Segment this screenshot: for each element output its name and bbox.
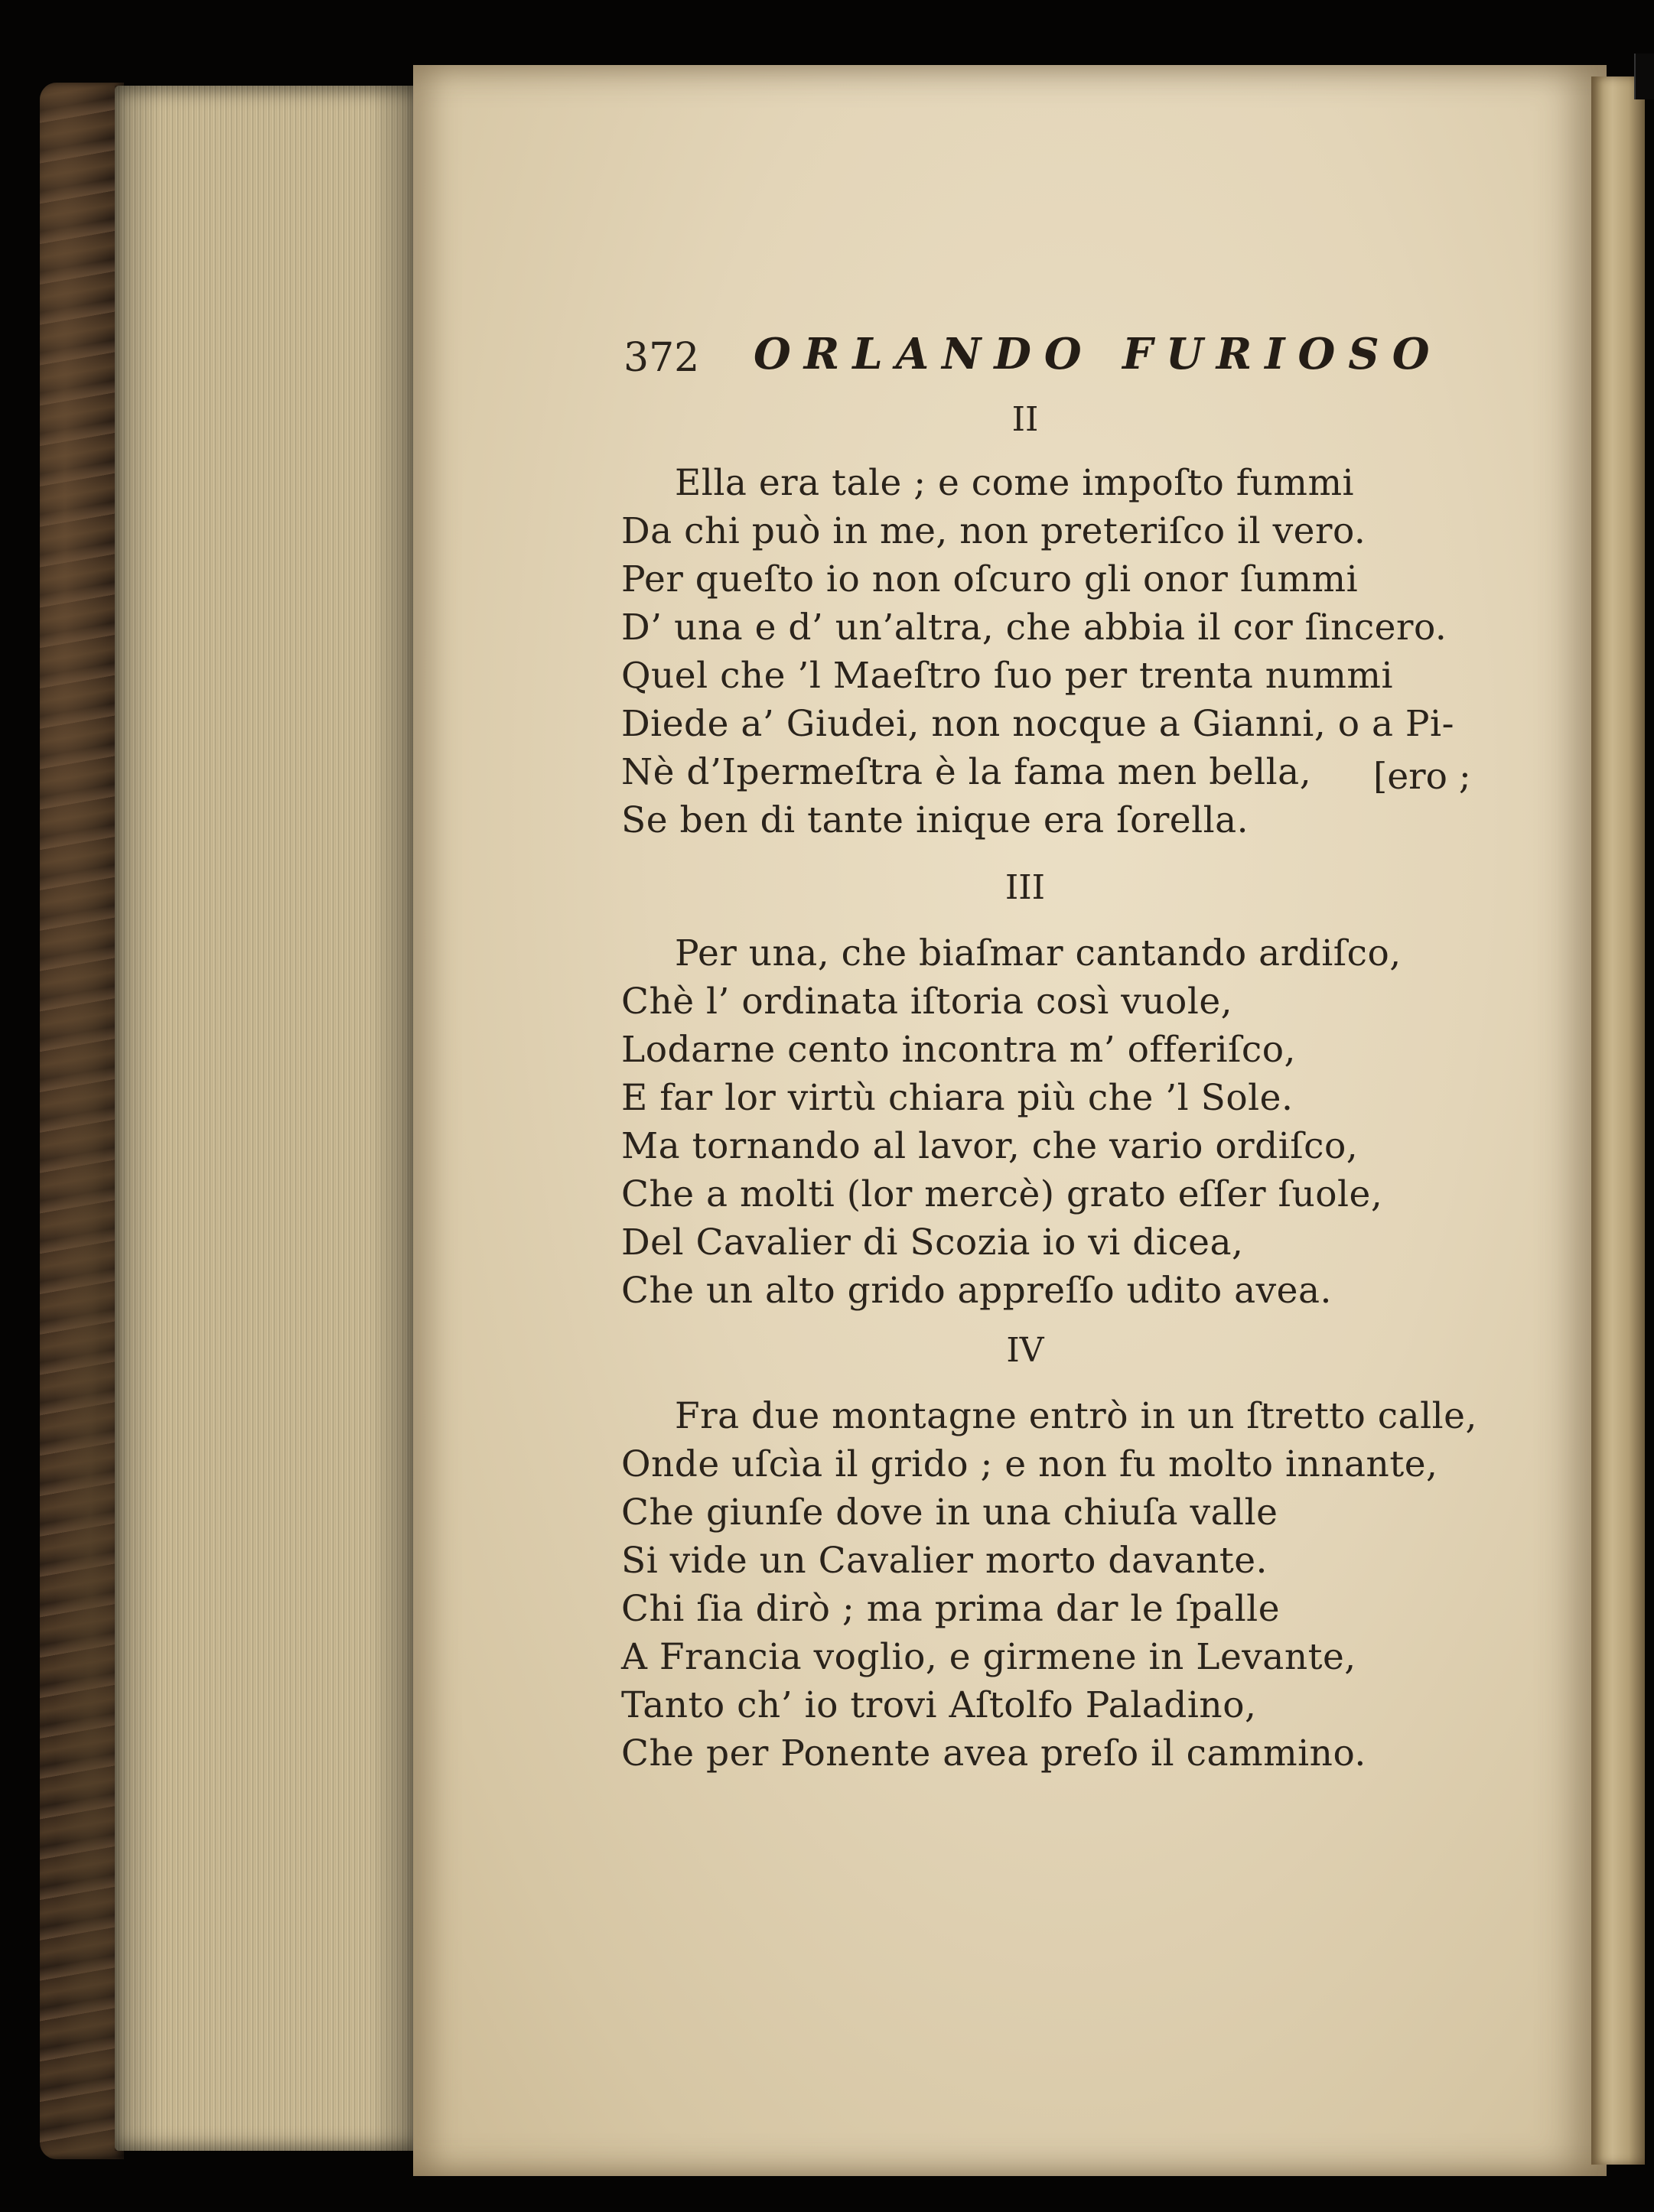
running-head (624, 329, 1450, 398)
verse-line: Onde uſcìa il grido ; e non fu molto innante, (621, 1443, 1438, 1485)
verse-line: Del Cavalier di Scozia io vi dicea, (621, 1221, 1244, 1264)
verse-line: Per queſto io non oſcuro gli onor ſummi (621, 558, 1359, 600)
stanza-iv (621, 1392, 1486, 1778)
verse-line: Quel che ’l Maeſtro ſuo per trenta nummi (621, 655, 1393, 697)
verse-line: Ella era tale ; e come impoſto fummi (675, 462, 1355, 504)
verse-line: D’ una e d’ un’altra, che abbia il cor ſincero. (621, 607, 1447, 649)
verse-line: Che per Ponente avea preſo il cammino. (621, 1732, 1366, 1774)
verse-line: E far lor virtù chiara più che ’l Sole. (621, 1077, 1294, 1119)
verse-line: Fra due montagne entrò in un ſtretto calle, (675, 1395, 1477, 1437)
verse-line: Diede a’ Giudei, non nocque a Gianni, o a Pi- (621, 703, 1454, 745)
verse-line: Chi ſia dirò ; ma prima dar le ſpalle (621, 1588, 1281, 1630)
verse-line: Ma tornando al lavor, che vario ordiſco, (621, 1125, 1359, 1167)
scale-marker (1634, 54, 1654, 99)
page-number: 372 (624, 335, 700, 381)
verse-line: Si vide un Cavalier morto davante. (621, 1540, 1268, 1582)
stanza-iii (621, 929, 1486, 1315)
leather-cover (40, 83, 124, 2159)
page-edges (115, 86, 417, 2151)
stanza-number-ii: II (1011, 400, 1039, 439)
verse-line: Se ben di tante inique era ſorella. (621, 799, 1249, 841)
verse-line: Che un alto grido appreſſo udito avea. (621, 1270, 1332, 1312)
verse-line: A Francia voglio, e girmene in Levante, (621, 1636, 1356, 1678)
stanza-ii (621, 459, 1486, 844)
verse-line: Chè l’ ordinata iſtoria così vuole, (621, 981, 1233, 1023)
stanza-number-iii: III (1004, 868, 1046, 907)
verse-line: Lodarne cento incontra m’ offeriſco, (621, 1029, 1296, 1071)
verse-line: Da chi può in me, non preteriſco il vero. (621, 510, 1366, 552)
stanza-number-iv: IV (1006, 1331, 1044, 1370)
verse-line: Per una, che biaſmar cantando ardiſco, (675, 932, 1402, 974)
turned-line-carryover: [ero ; (1373, 756, 1471, 798)
facing-page-edge (1591, 76, 1645, 2165)
verse-line: Nè d’Ipermeſtra è la fama men bella, (621, 751, 1312, 793)
verse-line: Che a molti (lor mercè) grato eſſer ſuole, (621, 1173, 1383, 1215)
verse-line: Tanto ch’ io trovi Aſtolfo Paladino, (621, 1684, 1257, 1726)
running-title: ORLANDO FURIOSO (754, 329, 1443, 379)
verse-line: Che giunſe dove in una chiuſa valle (621, 1491, 1278, 1534)
